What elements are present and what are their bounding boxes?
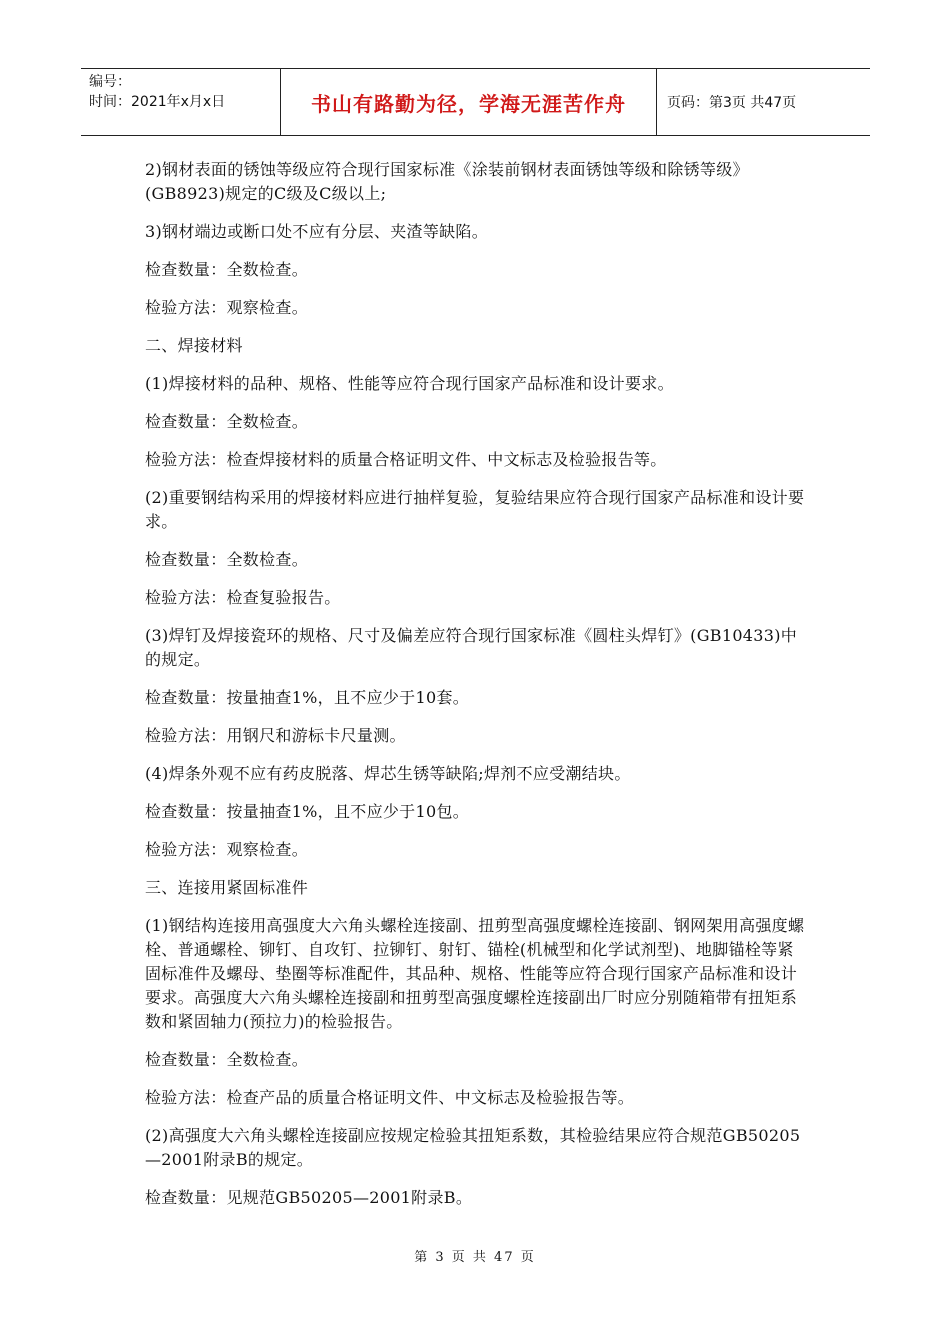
serial-label: 编号：: [89, 74, 131, 90]
paragraph: 检查数量：全数检查。: [145, 1050, 309, 1069]
paragraph: (1)钢结构连接用高强度大六角头螺栓连接副、扭剪型高强度螺栓连接副、钢网架用高强度螺栓、普通螺栓、铆钉、自攻钉、拉铆钉、射钉、锚栓(机械型和化学试剂型)、地脚锚栓等紧固标准件及螺母、垫圈等标准配件，其品种、规格、性能等应符合现行国家产品标准和设计要求。高强度大六角头螺栓连接副和扭剪型高强度螺栓连接副出厂时应分别随箱带有扭矩系数和紧固轴力(预拉力)的检验报告。: [145, 916, 805, 1031]
paragraph: (2)高强度大六角头螺栓连接副应按规定检验其扭矩系数，其检验结果应符合规范GB50205—2001附录B的规定。: [145, 1126, 801, 1169]
paragraph: 检查数量：按量抽查1%，且不应少于10包。: [145, 802, 470, 821]
page-header: [81, 68, 870, 136]
section-heading: 二、焊接材料: [145, 336, 243, 355]
paragraph: (4)焊条外观不应有药皮脱落、焊芯生锈等缺陷;焊剂不应受潮结块。: [145, 764, 631, 783]
paragraph: 检查数量：全数检查。: [145, 412, 309, 431]
paragraph: 检验方法：检查焊接材料的质量合格证明文件、中文标志及检验报告等。: [145, 450, 667, 469]
document-body: [145, 158, 810, 1224]
paragraph: (1)焊接材料的品种、规格、性能等应符合现行国家产品标准和设计要求。: [145, 374, 674, 393]
page-footer: 第 3 页 共 47 页: [414, 1250, 536, 1265]
paragraph: (3)焊钉及焊接瓷环的规格、尺寸及偏差应符合现行国家标准《圆柱头焊钉》(GB10433)中的规定。: [145, 626, 798, 669]
paragraph: 3)钢材端边或断口处不应有分层、夹渣等缺陷。: [145, 222, 489, 241]
paragraph: 检验方法：检查复验报告。: [145, 588, 341, 607]
paragraph: 检查数量：见规范GB50205—2001附录B。: [145, 1188, 473, 1207]
paragraph: 检查数量：全数检查。: [145, 260, 309, 279]
paragraph: 2)钢材表面的锈蚀等级应符合现行国家标准《涂装前钢材表面锈蚀等级和除锈等级》(GB8923)规定的C级及C级以上;: [145, 160, 749, 203]
paragraph: 检验方法：观察检查。: [145, 298, 309, 317]
paragraph: 检查数量：全数检查。: [145, 550, 309, 569]
paragraph: (2)重要钢结构采用的焊接材料应进行抽样复验，复验结果应符合现行国家产品标准和设计要求。: [145, 488, 805, 531]
section-heading: 三、连接用紧固标准件: [145, 878, 309, 897]
paragraph: 检验方法：检查产品的质量合格证明文件、中文标志及检验报告等。: [145, 1088, 635, 1107]
paragraph: 检验方法：用钢尺和游标卡尺量测。: [145, 726, 406, 745]
header-motto: 书山有路勤为径，学海无涯苦作舟: [281, 69, 657, 135]
paragraph: 检查数量：按量抽查1%，且不应少于10套。: [145, 688, 470, 707]
header-meta: [81, 69, 281, 135]
time-label: 时间：2021年x月x日: [89, 94, 226, 110]
header-page-code: 页码：第3页 共47页: [667, 95, 797, 111]
paragraph: 检验方法：观察检查。: [145, 840, 309, 859]
